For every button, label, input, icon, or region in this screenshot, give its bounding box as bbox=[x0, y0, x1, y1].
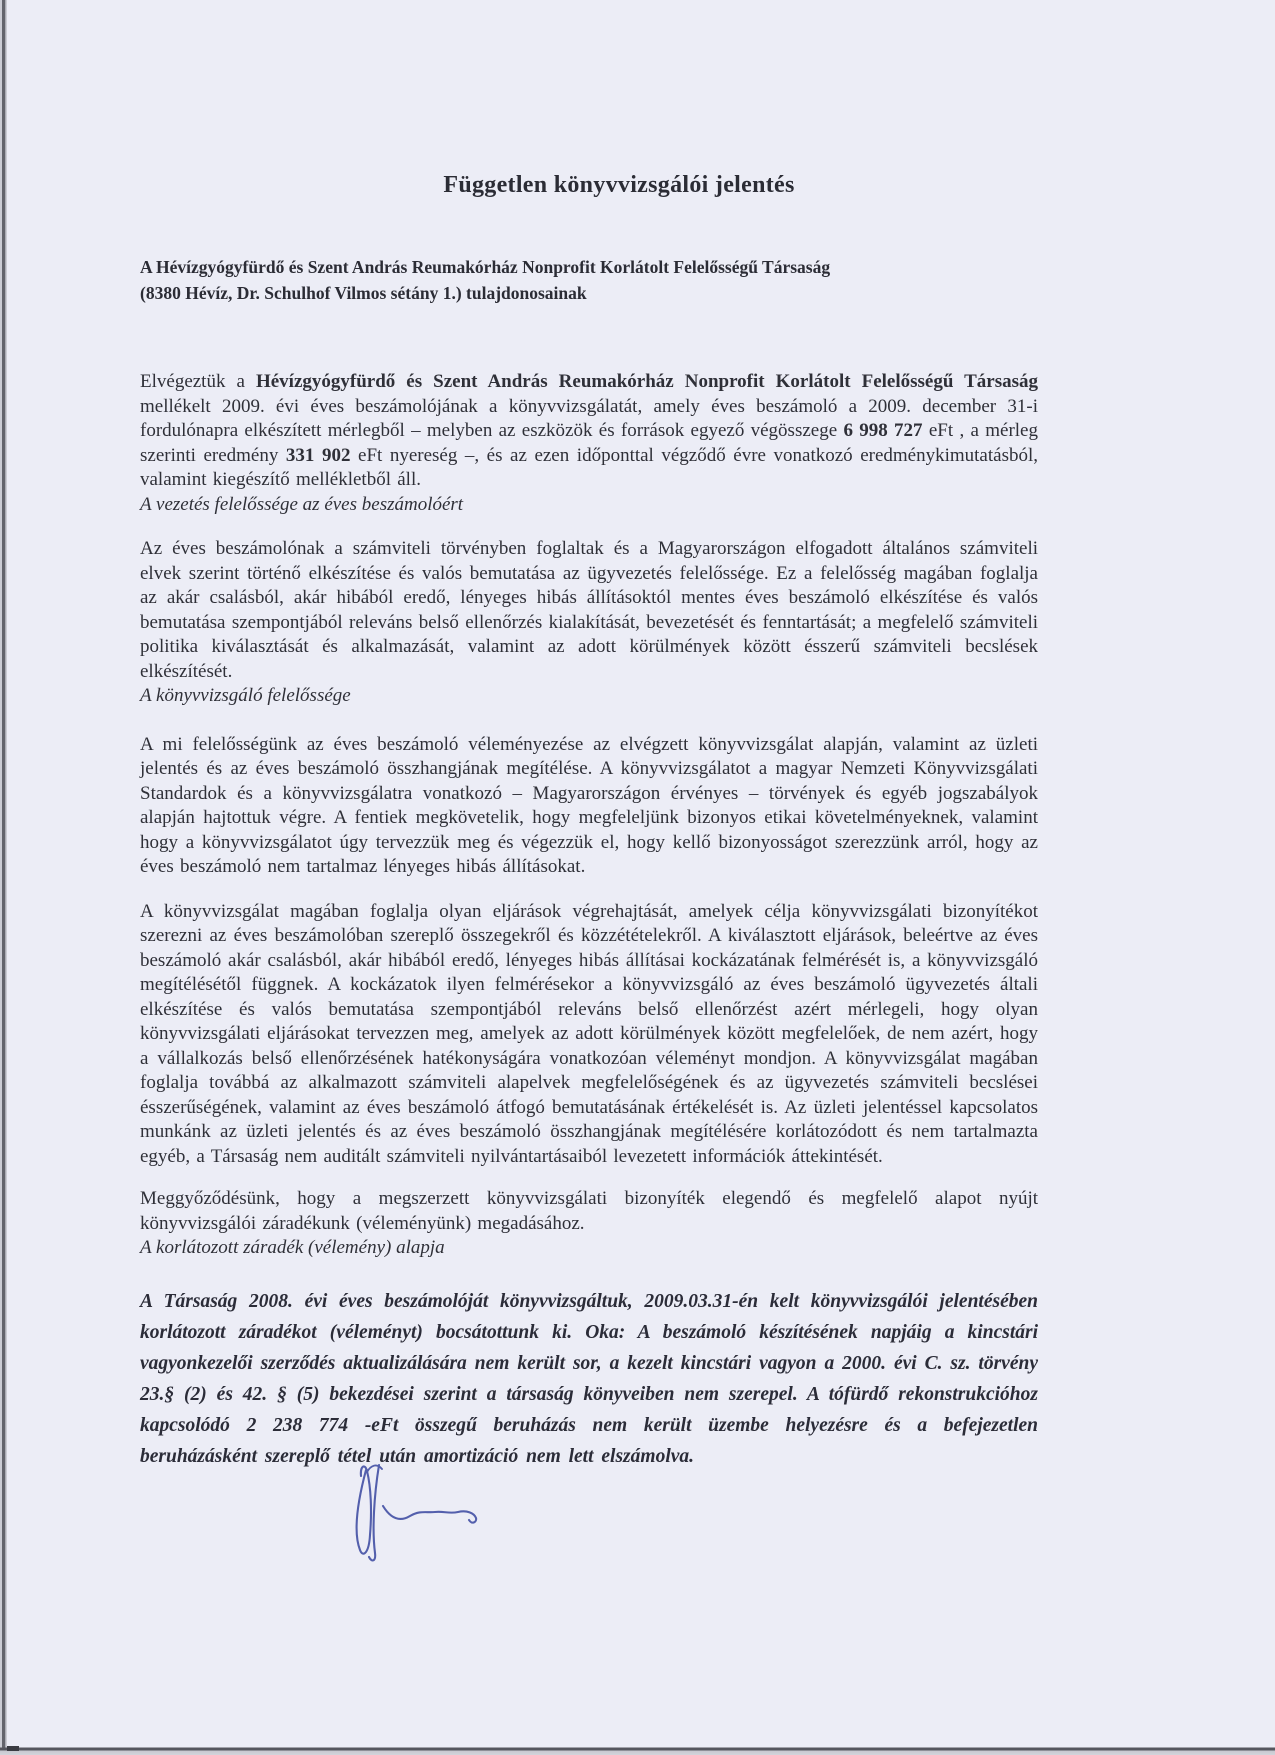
management-responsibility-paragraph: Az éves beszámolónak a számviteli törvényben foglaltak és a Magyarországon elfogadott általános számviteli elvek szerint történő elkészítése és valós bemutatása az ügyvezetés felelőssége. Ez a felelősség magában foglalja az akár csalásból, akár hibából eredő, lényeges hibás állításoktól mentes éves beszámoló elkészítése és valós bemutatása szempontjából releváns belső ellenőrzés kialakítását, bevezetését és fenntartását; a megfelelő számviteli politika kiválasztását és alkalmazását, valamint az adott körülmények között ésszerű számviteli becslések elkészítését. bbox=[140, 538, 1038, 682]
balance-total-bold: 6 998 727 bbox=[843, 420, 923, 441]
addressee-company-line: A Hévízgyógyfürdő és Szent András Reumakórház Nonprofit Korlátolt Felelősségű Társaság bbox=[140, 257, 831, 277]
section-heading-qualified-opinion-basis: A korlátozott záradék (vélemény) alapja bbox=[140, 1237, 445, 1258]
intro-text-segment: eFt nyereség –, és az ezen időponttal végződő évre vonatkozó eredménykimutatásból, valamint kiegészítő mellékletből áll. bbox=[140, 444, 1039, 490]
section-heading-auditor-responsibility: A könyvvizsgáló felelőssége bbox=[140, 685, 351, 706]
intro-text-segment: eFt , a mérleg szerinti eredmény bbox=[140, 420, 1038, 466]
signature-loop-stroke bbox=[357, 1466, 371, 1553]
handwritten-signature bbox=[336, 1456, 488, 1566]
scan-edge-bottom bbox=[0, 1746, 1275, 1755]
addressee-address-line: (8380 Hévíz, Dr. Schulhof Vilmos sétány 1.) tulajdonosainak bbox=[140, 283, 587, 303]
report-content bbox=[140, 0, 1038, 1472]
auditor-responsibility-paragraph-2: A könyvvizsgálat magában foglalja olyan eljárások végrehajtását, amelyek célja könyvvizsgálati bizonyítékot szerezni az éves beszámolóban szereplő összegekről és közzétételekről. A kiválasztott eljárások, beleértve az éves beszámoló akár csalásból, akár hibából eredő, lényeges hibás állításai kockázatának felmérését is, a könyvvizsgáló megítélésétől függnek. A kockázatok ilyen felmérésekor a könyvvizsgáló az éves beszámoló ügyvezetés általi elkészítése és valós bemutatása szempontjából releváns belső ellenőrzést azért mérlegeli, hogy olyan könyvvizsgálati eljárásokat tervezzen meg, amelyek az adott körülmények között megfelelőek, de nem azért, hogy a vállalkozás belső ellenőrzésének hatékonyságára vonatkozóan véleményt mondjon. A könyvvizsgálat magában foglalja továbbá az alkalmazott számviteli alapelvek megfelelőségének és az ügyvezetés számviteli becslései ésszerűségének, valamint az éves beszámoló átfogó bemutatásának értékelését is. Az üzleti jelentéssel kapcsolatos munkánk az üzleti jelentés és az éves beszámoló összhangjának megítélésére korlátozódott és nem tartalmazta egyéb, a Társaság nem auditált számviteli nyilvántartásaiból levezetett információk áttekintését. bbox=[140, 900, 1038, 1167]
addressee-block bbox=[140, 254, 1038, 306]
intro-paragraph bbox=[140, 370, 1038, 493]
scan-corner-mark bbox=[7, 1746, 19, 1751]
intro-text-segment: Elvégeztük a bbox=[140, 371, 256, 392]
company-name-bold: Hévízgyógyfürdő és Szent András Reumakórház Nonprofit Korlátolt Felelősségű Társaság bbox=[255, 371, 1038, 392]
signature-flourish-stroke bbox=[383, 1506, 476, 1523]
profit-amount-bold: 331 902 bbox=[285, 444, 351, 466]
auditor-responsibility-paragraph-1: A mi felelősségünk az éves beszámoló véleményezése az elvégzett könyvvizsgálat alapján, valamint az üzleti jelentés és az éves beszámoló összhangjának megítélése. A könyvvizsgálatot a magyar Nemzeti Könyvvizsgálati Standardok és a könyvvizsgálatra vonatkozó – Magyarországon érvényes – törvények és egyéb jogszabályok alapján hajtottuk végre. A fentiek megkövetelik, hogy megfeleljünk bizonyos etikai követelményeknek, valamint hogy a könyvvizsgálatot úgy tervezzük meg és végezzük el, hogy kellő bizonyosságot szerezzünk arról, hogy az éves beszámoló nem tartalmaz lényeges hibás állításokat. bbox=[140, 733, 1038, 877]
intro-text-segment: mellékelt 2009. évi éves beszámolójának a könyvvizsgálatát, amely éves beszámoló a 2009. december 31-i fordulónapra elkészített mérlegből – melyben az eszközök és források egyező végösszege bbox=[140, 395, 1038, 441]
signature-connector-stroke bbox=[367, 1465, 382, 1472]
scan-edge-left bbox=[0, 0, 7, 1755]
audit-evidence-conclusion-paragraph: Meggyőződésünk, hogy a megszerzett könyvvizsgálati bizonyíték elegendő és megfelelő alapot nyújt könyvvizsgálói záradékunk (véleményünk) megadásához. bbox=[140, 1188, 1038, 1234]
section-heading-management-responsibility: A vezetés felelőssége az éves beszámolóért bbox=[140, 493, 464, 515]
report-title: Független könyvvizsgálói jelentés bbox=[443, 172, 795, 198]
qualified-opinion-basis-paragraph: A Társaság 2008. évi éves beszámolóját könyvvizsgáltuk, 2009.03.31-én kelt könyvvizsgálói jelentésében korlátozott záradékot (véleményt) bocsátottunk ki. Oka: A beszámoló készítésének napjáig a kincstári vagyonkezelői szerződés aktualizálására nem került sor, a kezelt kincstári vagyon a 2000. évi C. sz. törvény 23.§ (2) és 42. § (5) bekezdései szerint a társaság könyveiben nem szerepel. A tófürdő rekonstrukcióhoz kapcsolódó 2 238 774 -eFt összegű beruházás nem került üzembe helyezésre és a befejezetlen beruházásként szereplő tétel után amortizáció nem lett elszámolva. bbox=[140, 1290, 1038, 1467]
